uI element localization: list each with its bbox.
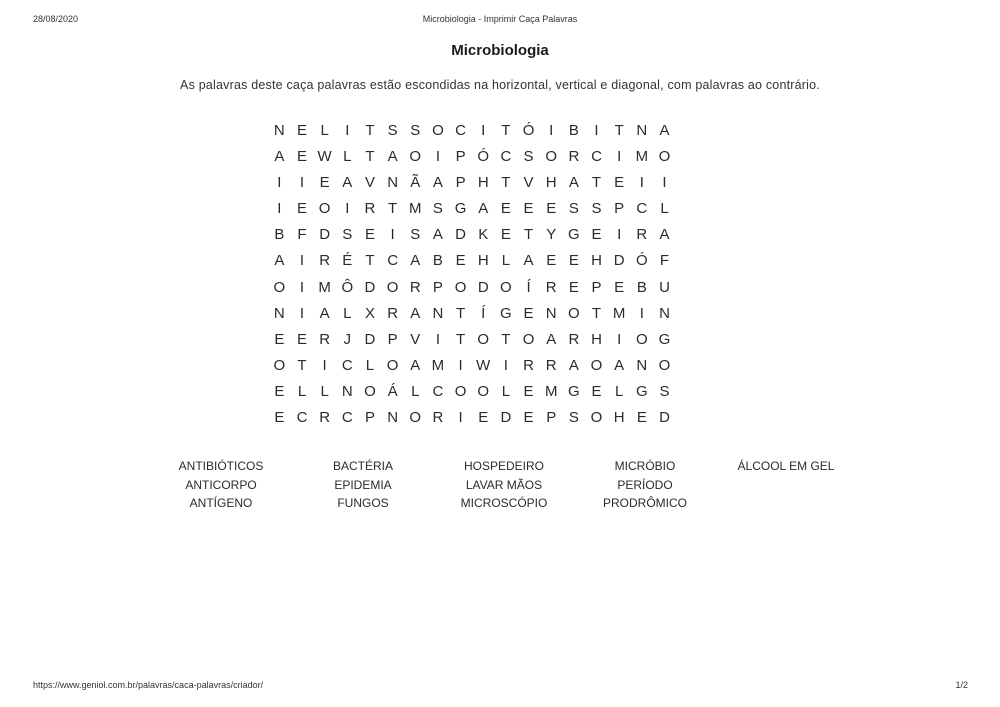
word-item: EPIDEMIA: [334, 477, 392, 492]
grid-letter: A: [614, 356, 625, 374]
grid-letter: I: [458, 356, 463, 374]
grid-letter: D: [500, 409, 512, 427]
grid-letter: Y: [546, 226, 557, 244]
grid-row: [268, 144, 676, 170]
grid-letter: A: [319, 304, 330, 322]
grid-letter: L: [343, 148, 352, 166]
grid-letter: Ó: [635, 252, 648, 270]
grid-letter: L: [320, 382, 329, 400]
grid-letter: S: [659, 382, 670, 400]
grid-letter: O: [432, 122, 444, 139]
grid-letter: I: [277, 200, 282, 218]
grid-letter: D: [455, 226, 466, 244]
grid-letter: V: [364, 174, 375, 192]
grid-letter: C: [341, 356, 353, 374]
grid-letter: L: [660, 200, 669, 218]
grid-letter: N: [636, 122, 648, 139]
grid-letter: A: [568, 174, 579, 192]
grid-letter: I: [481, 122, 486, 139]
grid-letter: P: [455, 174, 466, 192]
grid-letter: M: [409, 200, 422, 218]
grid-letter: E: [296, 122, 307, 139]
grid-letter: G: [568, 382, 580, 400]
letter-grid: [268, 118, 676, 431]
grid-letter: L: [615, 382, 624, 400]
grid-letter: S: [410, 226, 421, 244]
grid-row: [268, 301, 676, 327]
grid-letter: A: [659, 122, 670, 139]
grid-letter: E: [478, 409, 489, 427]
grid-letter: E: [523, 409, 534, 427]
grid-letter: S: [523, 148, 534, 166]
grid-letter: H: [477, 252, 489, 270]
grid-letter: E: [568, 252, 579, 270]
word-column: [716, 457, 856, 476]
grid-letter: H: [591, 252, 602, 270]
grid-letter: H: [591, 330, 602, 348]
grid-letter: E: [364, 226, 375, 244]
grid-letter: I: [594, 122, 599, 139]
grid-letter: O: [590, 356, 603, 374]
grid-letter: A: [274, 252, 285, 270]
grid-letter: D: [477, 278, 489, 296]
grid-letter: A: [410, 252, 421, 270]
word-column: [575, 457, 715, 513]
grid-letter: M: [544, 382, 558, 400]
grid-letter: D: [364, 330, 376, 348]
grid-letter: C: [341, 409, 353, 427]
grid-letter: I: [299, 304, 305, 322]
grid-letter: G: [454, 200, 467, 218]
grid-letter: O: [454, 278, 467, 296]
grid-letter: A: [410, 304, 421, 322]
grid-letter: A: [342, 174, 353, 192]
grid-letter: C: [387, 252, 399, 270]
grid-letter: Ó: [477, 148, 490, 166]
grid-letter: Á: [387, 382, 398, 400]
grid-letter: M: [431, 356, 445, 374]
grid-letter: I: [639, 304, 644, 322]
grid-letter: S: [432, 200, 443, 218]
grid-letter: S: [342, 226, 353, 244]
grid-letter: I: [322, 356, 327, 374]
grid-letter: E: [319, 174, 330, 192]
grid-letter: C: [455, 122, 466, 139]
grid-letter: S: [568, 409, 579, 427]
grid-letter: R: [568, 148, 580, 166]
grid-row: [268, 118, 676, 144]
grid-letter: I: [299, 278, 305, 296]
grid-letter: T: [365, 252, 375, 270]
grid-letter: L: [365, 356, 375, 374]
grid-letter: L: [320, 122, 329, 139]
grid-letter: N: [432, 304, 444, 322]
grid-letter: R: [364, 200, 376, 218]
grid-letter: N: [659, 304, 670, 322]
grid-letter: O: [658, 356, 671, 374]
grid-letter: T: [388, 200, 398, 218]
print-date: 28/08/2020: [33, 14, 79, 24]
grid-letter: R: [568, 330, 580, 348]
grid-letter: T: [591, 304, 602, 322]
grid-letter: O: [635, 330, 648, 348]
grid-letter: O: [409, 409, 422, 427]
grid-letter: I: [435, 148, 440, 166]
grid-letter: B: [568, 122, 579, 139]
grid-letter: O: [364, 382, 376, 400]
grid-letter: P: [546, 409, 557, 427]
grid-letter: O: [409, 148, 422, 166]
grid-letter: A: [410, 356, 421, 374]
grid-letter: A: [274, 148, 285, 166]
word-item: LAVAR MÃOS: [465, 477, 543, 492]
grid-letter: F: [297, 226, 307, 244]
grid-letter: A: [568, 356, 579, 374]
grid-letter: C: [432, 382, 444, 400]
grid-letter: D: [364, 278, 376, 296]
grid-letter: R: [319, 409, 331, 427]
word-item: ANTIBIÓTICOS: [178, 459, 264, 473]
grid-row: [268, 196, 676, 222]
grid-letter: E: [296, 330, 307, 348]
grid-letter: I: [435, 330, 440, 348]
grid-letter: O: [568, 304, 580, 322]
grid-letter: S: [410, 122, 421, 139]
grid-letter: E: [614, 278, 625, 296]
grid-letter: T: [297, 356, 307, 374]
grid-letter: B: [274, 226, 285, 244]
grid-letter: E: [500, 200, 511, 218]
grid-letter: Ô: [341, 278, 354, 296]
grid-letter: E: [523, 304, 534, 322]
grid-letter: F: [659, 252, 670, 270]
grid-letter: E: [636, 409, 647, 427]
grid-letter: G: [500, 304, 512, 322]
grid-letter: P: [432, 278, 443, 296]
grid-letter: I: [639, 174, 644, 192]
word-item: HOSPEDEIRO: [463, 459, 544, 473]
grid-letter: I: [662, 174, 667, 192]
print-page-title: Microbiologia - Imprimir Caça Palavras: [422, 14, 578, 24]
puzzle-title: Microbiologia: [451, 42, 549, 59]
grid-letter: O: [477, 382, 490, 400]
word-item: FUNGOS: [337, 496, 389, 511]
grid-row: [268, 222, 676, 248]
grid-letter: I: [277, 174, 282, 192]
grid-letter: M: [612, 304, 626, 322]
word-item: MICRÓBIO: [614, 459, 676, 473]
grid-letter: O: [273, 356, 286, 374]
grid-letter: R: [523, 356, 534, 374]
grid-letter: Í: [481, 304, 486, 322]
grid-letter: T: [523, 226, 534, 244]
grid-letter: E: [296, 148, 307, 166]
grid-letter: R: [319, 330, 331, 348]
grid-letter: O: [545, 148, 558, 166]
word-item: ANTÍGENO: [189, 496, 253, 511]
grid-letter: E: [296, 200, 307, 218]
grid-letter: M: [318, 278, 331, 296]
grid-letter: T: [501, 330, 511, 348]
grid-letter: R: [545, 278, 557, 296]
grid-letter: P: [364, 409, 375, 427]
grid-letter: L: [501, 382, 511, 400]
grid-letter: S: [387, 122, 398, 139]
grid-letter: E: [500, 226, 511, 244]
grid-letter: E: [274, 409, 285, 427]
word-item: BACTÉRIA: [332, 459, 393, 473]
puzzle-instructions: As palavras deste caça palavras estão escondidas na horizontal, vertical e diagonal, com palavras ao contrário.: [180, 78, 820, 92]
grid-letter: A: [432, 174, 443, 192]
grid-letter: E: [455, 252, 466, 270]
grid-letter: V: [523, 174, 534, 192]
grid-letter: I: [345, 122, 350, 139]
word-item: ANTICORPO: [185, 477, 257, 492]
grid-letter: E: [614, 174, 625, 192]
grid-letter: O: [386, 278, 399, 296]
grid-letter: N: [545, 304, 557, 322]
grid-row: [268, 405, 676, 431]
grid-letter: Í: [526, 278, 531, 296]
grid-letter: I: [549, 122, 554, 139]
grid-letter: G: [568, 226, 580, 244]
grid-letter: E: [591, 226, 602, 244]
grid-letter: L: [501, 252, 511, 270]
grid-letter: S: [568, 200, 579, 218]
grid-letter: S: [591, 200, 602, 218]
grid-letter: O: [522, 330, 535, 348]
grid-letter: P: [387, 330, 398, 348]
grid-letter: G: [658, 330, 671, 348]
grid-letter: N: [273, 304, 285, 322]
grid-letter: O: [477, 330, 490, 348]
word-item: PRODRÔMICO: [603, 496, 687, 511]
grid-letter: I: [345, 200, 350, 218]
grid-letter: R: [636, 226, 648, 244]
grid-letter: C: [500, 148, 512, 166]
grid-letter: E: [523, 382, 534, 400]
grid-letter: E: [274, 382, 285, 400]
grid-letter: O: [658, 148, 671, 166]
grid-letter: G: [635, 382, 648, 400]
grid-letter: C: [296, 409, 308, 427]
grid-letter: W: [476, 356, 491, 374]
grid-letter: D: [659, 409, 670, 427]
grid-letter: Ã: [410, 174, 421, 192]
grid-letter: T: [455, 330, 466, 348]
grid-row: [268, 275, 676, 301]
grid-letter: I: [617, 148, 622, 166]
grid-letter: W: [317, 148, 332, 166]
grid-letter: L: [411, 382, 420, 400]
grid-letter: L: [343, 304, 352, 322]
grid-letter: N: [636, 356, 648, 374]
grid-letter: O: [500, 278, 512, 296]
grid-letter: O: [273, 278, 286, 296]
grid-letter: E: [568, 278, 579, 296]
grid-letter: D: [613, 252, 625, 270]
grid-letter: R: [387, 304, 399, 322]
grid-letter: H: [477, 174, 489, 192]
grid-letter: Ó: [522, 122, 535, 139]
grid-letter: A: [387, 148, 398, 166]
grid-row: [268, 327, 676, 353]
grid-letter: D: [319, 226, 331, 244]
grid-letter: I: [299, 252, 305, 270]
word-item: ÁLCOOL EM GEL: [737, 459, 835, 473]
grid-letter: O: [386, 356, 399, 374]
footer-url: https://www.geniol.com.br/palavras/caca-palavras/criador/: [33, 680, 264, 690]
grid-letter: E: [546, 200, 557, 218]
grid-row: [268, 379, 676, 405]
grid-letter: T: [365, 122, 375, 139]
grid-letter: N: [387, 174, 399, 192]
grid-letter: V: [410, 330, 421, 348]
grid-letter: I: [617, 226, 622, 244]
grid-letter: P: [614, 200, 625, 218]
grid-letter: C: [636, 200, 648, 218]
grid-letter: J: [343, 330, 352, 348]
grid-letter: R: [432, 409, 444, 427]
grid-letter: U: [659, 278, 670, 296]
grid-letter: T: [365, 148, 375, 166]
grid-letter: H: [613, 409, 625, 427]
grid-letter: E: [274, 330, 285, 348]
page-number: 1/2: [955, 680, 968, 690]
grid-letter: I: [299, 174, 305, 192]
grid-letter: A: [478, 200, 489, 218]
grid-letter: L: [297, 382, 307, 400]
grid-letter: I: [458, 409, 463, 427]
grid-letter: A: [546, 330, 557, 348]
grid-letter: E: [546, 252, 557, 270]
grid-letter: R: [409, 278, 421, 296]
grid-letter: T: [591, 174, 602, 192]
word-item: MICROSCÓPIO: [460, 496, 548, 511]
grid-letter: T: [614, 122, 624, 139]
grid-letter: N: [341, 382, 353, 400]
word-column: [151, 457, 291, 513]
grid-row: [268, 248, 676, 274]
grid-letter: A: [659, 226, 670, 244]
grid-row: [268, 170, 676, 196]
grid-letter: P: [455, 148, 466, 166]
grid-letter: T: [501, 122, 511, 139]
grid-letter: O: [454, 382, 467, 400]
grid-letter: B: [432, 252, 443, 270]
grid-letter: T: [501, 174, 511, 192]
grid-letter: A: [523, 252, 534, 270]
grid-letter: N: [273, 122, 285, 139]
grid-letter: B: [636, 278, 647, 296]
grid-letter: O: [318, 200, 331, 218]
grid-letter: K: [478, 226, 489, 244]
word-item: PERÍODO: [617, 477, 673, 492]
grid-letter: É: [342, 252, 353, 270]
grid-letter: T: [455, 304, 466, 322]
grid-letter: I: [617, 330, 622, 348]
word-column: [434, 457, 574, 513]
grid-row: [268, 353, 676, 379]
grid-letter: H: [545, 174, 557, 192]
word-column: [293, 457, 433, 513]
grid-letter: R: [545, 356, 557, 374]
grid-letter: I: [503, 356, 508, 374]
grid-letter: P: [591, 278, 602, 296]
grid-letter: E: [523, 200, 534, 218]
grid-letter: A: [432, 226, 443, 244]
grid-letter: E: [591, 382, 602, 400]
grid-letter: N: [387, 409, 399, 427]
grid-letter: R: [319, 252, 331, 270]
grid-letter: M: [635, 148, 649, 166]
grid-letter: I: [390, 226, 395, 244]
grid-letter: X: [364, 304, 375, 322]
grid-letter: O: [590, 409, 603, 427]
grid-letter: C: [591, 148, 602, 166]
